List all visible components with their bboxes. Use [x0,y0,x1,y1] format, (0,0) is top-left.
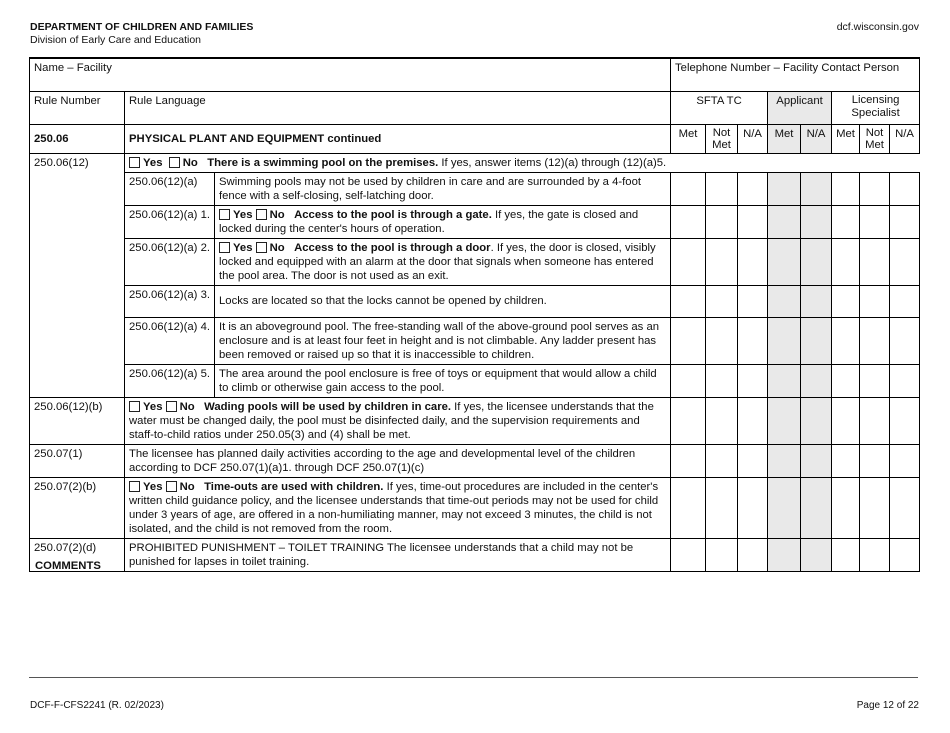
rule-text: If yes, time-out procedures are included in the center's written child guidance policy, and the licensee understands that time-out periods may not be used for child under 3 years of age, are offered in a non-humiliating manner, may not exceed 3 minutes, the child is not isolated, and the child is not removed from the room. [129,480,659,535]
sfta-na-cell[interactable] [738,285,768,317]
rule-language [125,153,920,172]
yes-label: Yes [143,156,163,169]
ls-met-cell[interactable] [832,285,860,317]
rule-number: 250.06(12) [30,153,125,397]
footer-divider [29,677,918,678]
name-facility-label: Name – Facility [34,62,112,74]
sfta-na-header: N/A [738,124,768,153]
sfta-notmet-cell[interactable] [706,477,738,538]
ls-met-cell[interactable] [832,364,860,397]
applicant-na-cell[interactable] [801,317,832,364]
rule-bold-text: Wading pools will be used by children in care. [204,400,452,413]
table-row [30,364,920,397]
table-row [30,538,920,571]
applicant-na-cell[interactable] [801,444,832,477]
col-applicant: Applicant [768,91,832,124]
rule-language: Swimming pools may not be used by children in care and are surrounded by a 4-foot fence with a self-closing, self-latching door. [215,172,671,205]
ls-met-header: Met [832,124,860,153]
no-label: No [179,400,195,413]
page-number: Page 12 of 22 [856,700,919,711]
ls-na-cell[interactable] [890,285,920,317]
rule-language [125,397,671,444]
no-checkbox[interactable] [169,157,180,168]
ls-notmet-cell[interactable] [860,477,890,538]
rule-language: The area around the pool enclosure is free of toys or equipment that would allow a child to climb or otherwise gain access to the pool. [215,364,671,397]
sfta-met-cell[interactable] [671,317,706,364]
yes-checkbox[interactable] [129,481,140,492]
rule-bold-text: Access to the pool is through a gate. [294,208,492,221]
telephone-label: Telephone Number – Facility Contact Person [675,62,900,74]
form-id: DCF-F-CFS2241 (R. 02/2023) [30,700,164,711]
applicant-na-cell[interactable] [801,538,832,571]
sfta-notmet-cell[interactable] [706,444,738,477]
ls-met-cell[interactable] [832,238,860,285]
table-row [30,317,920,364]
rule-number: 250.06(12)(a) [125,172,215,205]
applicant-met-cell[interactable] [768,317,801,364]
applicant-met-cell[interactable] [768,477,801,538]
applicant-met-cell[interactable] [768,364,801,397]
applicant-na-cell[interactable] [801,205,832,238]
rule-number: 250.07(2)(b) [30,477,125,538]
ls-notmet-cell[interactable] [860,238,890,285]
ls-na-header: N/A [890,124,920,153]
rule-text: If yes, the gate is closed and locked during the center's hours of operation. [219,208,639,235]
applicant-na-cell[interactable] [801,364,832,397]
ls-notmet-cell[interactable] [860,317,890,364]
ls-met-cell[interactable] [832,317,860,364]
col-licensing-specialist: Licensing Specialist [832,91,920,124]
table-row [30,285,920,317]
rule-language: It is an aboveground pool. The free-standing wall of the above-ground pool serves as an enclosure and is at least four feet in height and is not climbable. Any ladder present has been removed or raised up so that it is inaccessible to children. [215,317,671,364]
ls-notmet-cell[interactable] [860,205,890,238]
rule-text: If yes, answer items (12)(a) through (12)(a)5. [438,156,667,169]
rule-language [215,205,671,238]
applicant-met-cell[interactable] [768,238,801,285]
name-facility-field[interactable] [30,58,671,91]
ls-na-cell[interactable] [890,238,920,285]
ls-met-cell[interactable] [832,477,860,538]
rule-number: 250.06(12)(b) [30,397,125,444]
applicant-met-cell[interactable] [768,444,801,477]
rule-language [125,477,671,538]
applicant-met-cell[interactable] [768,538,801,571]
sfta-na-cell[interactable] [738,172,768,205]
sfta-notmet-cell[interactable] [706,285,738,317]
sfta-met-header: Met [671,124,706,153]
ls-na-cell[interactable] [890,317,920,364]
sfta-na-cell[interactable] [738,317,768,364]
applicant-met-cell[interactable] [768,285,801,317]
applicant-na-cell[interactable] [801,238,832,285]
table-row [30,238,920,285]
rule-number: 250.06(12)(a) 2. [125,238,215,285]
yes-label: Yes [143,400,163,413]
ls-met-cell[interactable] [832,205,860,238]
no-checkbox[interactable] [166,481,177,492]
no-label: No [182,156,198,169]
ls-met-cell[interactable] [832,397,860,444]
ls-notmet-cell[interactable] [860,538,890,571]
yes-checkbox[interactable] [219,209,230,220]
sfta-met-cell[interactable] [671,364,706,397]
rule-bold-text: Access to the pool is through a door [294,241,491,254]
department-name: DEPARTMENT OF CHILDREN AND FAMILIES [30,21,254,33]
table-row [30,397,920,444]
applicant-na-cell[interactable] [801,477,832,538]
sfta-met-cell[interactable] [671,477,706,538]
sfta-met-cell[interactable] [671,444,706,477]
table-row [30,444,920,477]
sfta-na-cell[interactable] [738,364,768,397]
sfta-na-cell[interactable] [738,238,768,285]
header-left [30,21,253,47]
applicant-na-cell[interactable] [801,285,832,317]
division-name: Division of Early Care and Education [30,34,202,46]
ls-na-cell[interactable] [890,444,920,477]
ls-na-cell[interactable] [890,397,920,444]
ls-notmet-cell[interactable] [860,172,890,205]
col-sfta-tc: SFTA TC [671,91,768,124]
table-row [30,477,920,538]
sfta-na-cell[interactable] [738,205,768,238]
ls-notmet-cell[interactable] [860,397,890,444]
sfta-na-cell[interactable] [738,444,768,477]
sfta-notmet-cell[interactable] [706,538,738,571]
yes-label: Yes [233,241,253,254]
no-checkbox[interactable] [256,242,267,253]
website-link[interactable]: dcf.wisconsin.gov [836,21,919,33]
sfta-notmet-cell[interactable] [706,172,738,205]
rule-language [215,238,671,285]
no-label: No [269,208,285,221]
sfta-met-cell[interactable] [671,397,706,444]
ls-notmet-cell[interactable] [860,285,890,317]
applicant-met-cell[interactable] [768,397,801,444]
rule-language: The licensee has planned daily activities according to the age and developmental level of the children according to DCF 250.07(1)(a)1. through DCF 250.07(1)(c) [125,444,671,477]
applicant-met-header: Met [768,124,801,153]
rule-number: 250.07(1) [30,444,125,477]
rule-language: Locks are located so that the locks cannot be opened by children. [215,285,671,317]
comments-label: COMMENTS [35,560,101,572]
yes-checkbox[interactable] [129,401,140,412]
no-label: No [269,241,285,254]
table-row [30,153,920,172]
ls-notmet-header: Not Met [860,124,890,153]
sfta-notmet-cell[interactable] [706,397,738,444]
col-rule-language: Rule Language [125,91,671,124]
sfta-notmet-cell[interactable] [706,364,738,397]
rule-language: PROHIBITED PUNISHMENT – TOILET TRAINING The licensee understands that a child may not be punished for lapses in toilet training. [125,538,671,571]
sfta-met-cell[interactable] [671,172,706,205]
rule-number: 250.06(12)(a) 3. [125,285,215,317]
applicant-met-cell[interactable] [768,205,801,238]
ls-met-cell[interactable] [832,172,860,205]
sfta-notmet-cell[interactable] [706,317,738,364]
sfta-notmet-header: Not Met [706,124,738,153]
telephone-field[interactable] [671,58,920,91]
rule-number: 250.06(12)(a) 4. [125,317,215,364]
applicant-met-cell[interactable] [768,172,801,205]
yes-label: Yes [143,480,163,493]
yes-checkbox[interactable] [219,242,230,253]
ls-notmet-cell[interactable] [860,364,890,397]
table-row [30,172,920,205]
sfta-na-cell[interactable] [738,397,768,444]
rule-bold-text: There is a swimming pool on the premises. [207,156,439,169]
ls-na-cell[interactable] [890,205,920,238]
applicant-na-header: N/A [801,124,832,153]
section-title: PHYSICAL PLANT AND EQUIPMENT continued [125,124,671,153]
rule-number: 250.07(2)(d) [30,538,125,571]
ls-na-cell[interactable] [890,172,920,205]
sfta-met-cell[interactable] [671,538,706,571]
table-row [30,205,920,238]
ls-notmet-cell[interactable] [860,444,890,477]
sfta-met-cell[interactable] [671,205,706,238]
col-rule-number: Rule Number [30,91,125,124]
sfta-na-cell[interactable] [738,538,768,571]
ls-met-cell[interactable] [832,538,860,571]
ls-na-cell[interactable] [890,538,920,571]
section-number: 250.06 [30,124,125,153]
yes-label: Yes [233,208,253,221]
sfta-met-cell[interactable] [671,285,706,317]
ls-na-cell[interactable] [890,364,920,397]
sfta-met-cell[interactable] [671,238,706,285]
rule-text: If yes, the licensee understands that the water must be changed daily, the pool must be disinfected daily, and the supervision requirements and staff-to-child ratios under 250.05(3) and (4) shall be met. [129,400,654,441]
rule-text: . If yes, the door is closed, visibly locked and equipped with an alarm at the door that signals when someone has entered the pool area. The door is not used as an exit. [219,241,656,282]
applicant-na-cell[interactable] [801,172,832,205]
no-checkbox[interactable] [256,209,267,220]
ls-na-cell[interactable] [890,477,920,538]
no-checkbox[interactable] [166,401,177,412]
no-label: No [179,480,195,493]
checklist-table [29,57,920,572]
sfta-na-cell[interactable] [738,477,768,538]
applicant-na-cell[interactable] [801,397,832,444]
yes-checkbox[interactable] [129,157,140,168]
sfta-notmet-cell[interactable] [706,205,738,238]
rule-number: 250.06(12)(a) 5. [125,364,215,397]
rule-number: 250.06(12)(a) 1. [125,205,215,238]
ls-met-cell[interactable] [832,444,860,477]
rule-bold-text: Time-outs are used with children. [204,480,384,493]
sfta-notmet-cell[interactable] [706,238,738,285]
